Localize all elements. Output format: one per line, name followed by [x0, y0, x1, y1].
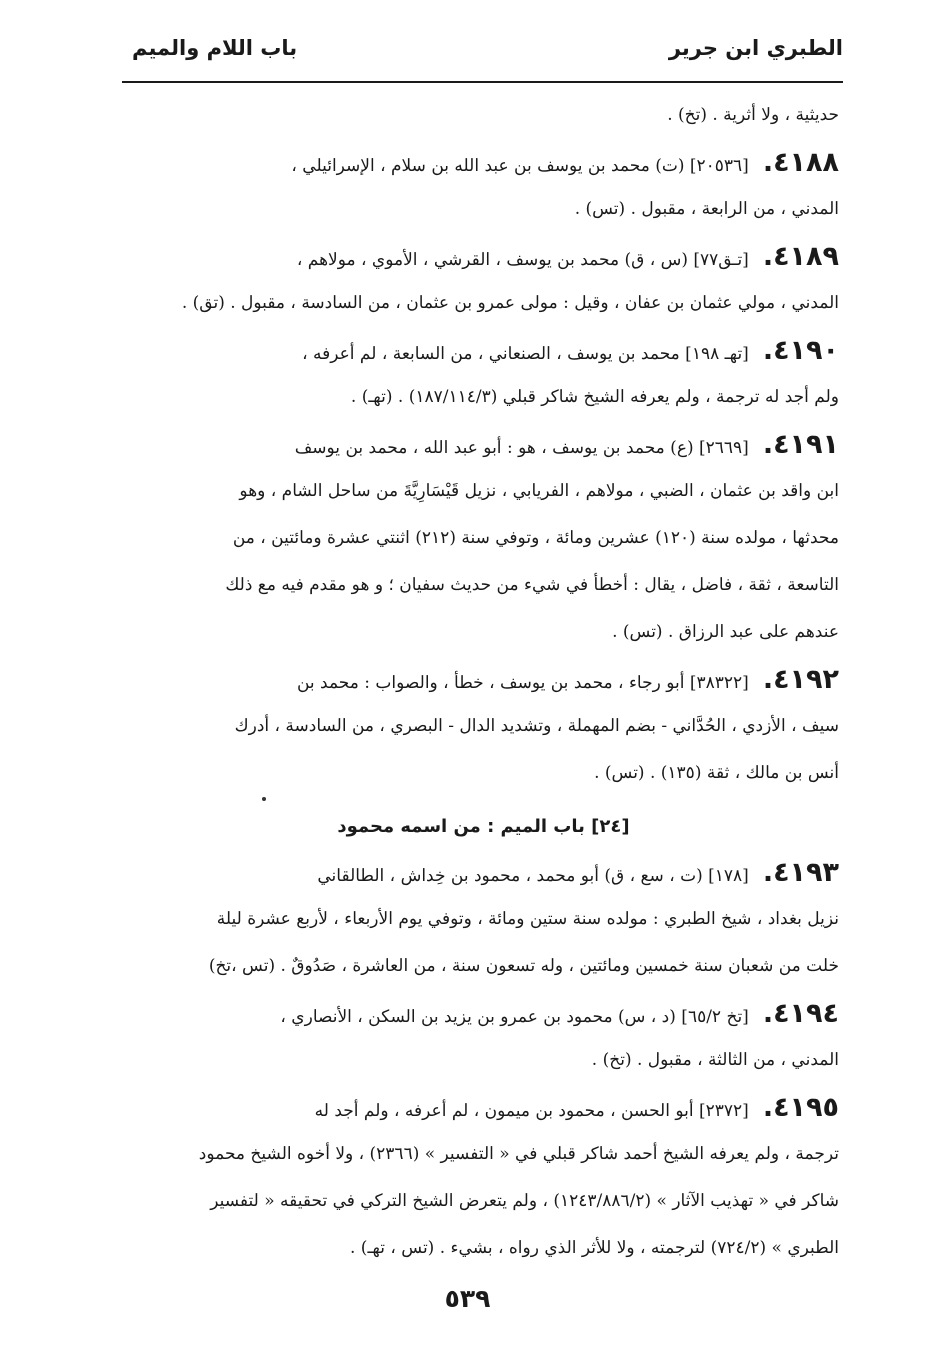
text-line: المدني ، مولي عثمان بن عفان ، وقيل : مولى عمرو بن عثمان ، من السادسة ، مقبول . (تق) . [181, 293, 839, 313]
entry-number: ٤١٩١. [762, 429, 839, 460]
text-line [128, 1084, 839, 1131]
running-header-chapter-title: باب اللام والميم [132, 36, 298, 60]
text-line: ترجمة ، ولم يعرفه الشيخ أحمد شاكر قبلي في « التفسير » (٢٣٦٦) ، ولا أخوه الشيخ محمود [198, 1144, 839, 1164]
entry-4193 [128, 849, 839, 990]
text-line: أنس بن مالك ، ثقة (١٣٥) . (تس) . [594, 763, 839, 783]
text-line: حديثية ، ولا أثرية . (تخ) . [667, 105, 839, 125]
text-line: ولم أجد له ترجمة ، ولم يعرفه الشيخ شاكر قبلي (١٨٧/١١٤/٣) . (تهـ) . [350, 387, 839, 407]
section-heading: [٢٤] باب الميم : من اسمه محمود [337, 816, 630, 837]
entry-4190 [128, 327, 839, 421]
entry-text: [تـق٧٧] (س ، ق) محمد بن يوسف ، القرشي ، الأموي ، مولاهم ، [296, 250, 749, 270]
text-line: عندهم على عبد الرزاق . (تس) . [612, 622, 839, 642]
entry-number: ٤١٩٥. [762, 1092, 839, 1123]
entry-4195 [128, 1084, 839, 1272]
entry-number: ٤١٨٨. [762, 147, 839, 178]
entry-text: [٢٣٧٢] أبو الحسن ، محمود بن ميمون ، لم أعرفه ، ولم أجد له [314, 1101, 749, 1121]
text-line [128, 233, 839, 280]
entry-number: ٤١٨٩. [762, 241, 839, 272]
text-line: سيف ، الأزدي ، الحُدَّاني - بضم المهملة ، وتشديد الدال - البصري ، من السادسة ، أدرك [234, 716, 839, 736]
text-line: محدثها ، مولده سنة (١٢٠) عشرين ومائة ، وتوفي سنة (٢١٢) اثنتي عشرة ومائتين ، من [232, 528, 839, 548]
text-line: ابن واقد بن عثمان ، الضبي ، مولاهم ، الفريابي ، نزيل قَيْسَارِيَّةَ من ساحل الشام ، وهو [239, 481, 839, 501]
entry-4192 [128, 656, 839, 797]
entry-text: [٢٠٥٣٦] (ت) محمد بن يوسف بن عبد الله بن سلام ، الإسرائيلي ، [291, 156, 749, 176]
text-line: خلت من شعبان سنة خمسين ومائتين ، وله تسعون سنة ، من العاشرة ، صَدُوقٌ . (تس ،تخ) [208, 956, 839, 976]
text-line [128, 656, 839, 703]
page-number: ٥٣٩ [444, 1284, 491, 1313]
text-line [128, 990, 839, 1037]
text-line: المدني ، من الثالثة ، مقبول . (تخ) . [591, 1050, 839, 1070]
text-line: المدني ، من الرابعة ، مقبول . (تس) . [574, 199, 839, 219]
entry-4191 [128, 421, 839, 656]
entry-text: [٣٨٣٢٢] أبو رجاء ، محمد بن يوسف ، خطأ ، والصواب : محمد بن [296, 673, 749, 693]
text-line: التاسعة ، ثقة ، فاضل ، يقال : أخطأ في شيء من حديث سفيان ؛ و هو مقدم فيه مع ذلك [225, 575, 839, 595]
entry-number: ٤١٩٠. [762, 335, 839, 366]
text-line: شاكر في « تهذيب الآثار » (١٢٤٣/٨٨٦/٢) ، ولم يتعرض الشيخ التركي في تحقيقه « لتفسير [210, 1191, 839, 1211]
entry-number: ٤١٩٤. [762, 998, 839, 1029]
text-line [128, 421, 839, 468]
running-header-book-title: الطبري ابن جرير [668, 36, 843, 60]
entry-text: [٢٦٦٩] (ع) محمد بن يوسف ، هو : أبو عبد الله ، محمد بن يوسف [294, 438, 749, 458]
entry-4188 [128, 139, 839, 233]
text-line: الطبري » (٧٢٤/٢) لترجمته ، ولا للأثر الذي رواه ، بشيء . (تس ، تهـ) . [350, 1238, 839, 1258]
entry-number: ٤١٩٣. [762, 857, 839, 888]
text-line [128, 327, 839, 374]
header-rule [122, 81, 843, 83]
entry-number: ٤١٩٢. [762, 664, 839, 695]
text-line: نزيل بغداد ، شيخ الطبري : مولده سنة ستين ومائة ، وتوفي يوم الأربعاء ، لأربع عشرة ليلة [216, 909, 839, 929]
text-line [128, 849, 839, 896]
entry-text: [تخ ٦٥/٢] (د ، س) محمود بن عمرو بن يزيد بن السكن ، الأنصاري ، [280, 1007, 749, 1027]
text-line [128, 139, 839, 186]
entry-4189 [128, 233, 839, 327]
page-body [128, 92, 839, 1272]
entry-4194 [128, 990, 839, 1084]
entry-text: [١٧٨] (ت ، سع ، ق) أبو محمد ، محمود بن خِداش ، الطالقاني [317, 866, 749, 886]
print-speck [262, 797, 266, 801]
entry-text: [تهـ ١٩٨] محمد بن يوسف ، الصنعاني ، من السابعة ، لم أعرفه ، [302, 344, 749, 364]
